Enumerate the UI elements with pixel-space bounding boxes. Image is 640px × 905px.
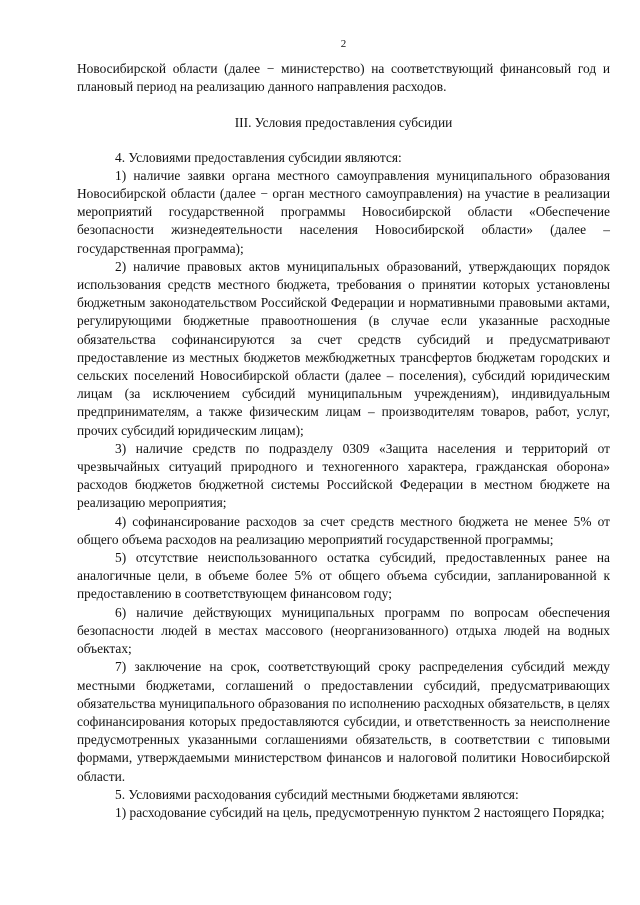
paragraph-continuation: Новосибирской области (далее − министерство) на соответствующий финансовый год и плановый период на реализацию данного направления расходов. [77,61,610,95]
clause-4-item-1: 1) наличие заявки органа местного самоуправления муниципального образования Новосибирской области (далее − орган местного самоуправления) на участие в реализации мероприятий государственной программы Новосибирской области «Обеспечение безопасности жизнедеятельности населения Новосибирской области» (далее – государственная программа); [77,167,610,256]
clause-4-item-7: 7) заключение на срок, соответствующий сроку распределения субсидий между местными бюджетами, соглашений о предоставлении субсидий, предусматривающих обязательства муниципального образования по исполнению расходных обязательств, в целях софинансирования которых предоставляются субсидии, и ответственность за неисполнение предусмотренных указанными соглашениями обязательств, в соответствии с типовыми формами, утверждаемыми министерством финансов и налоговой политики Новосибирской области. [77,659,610,784]
section-heading: III. Условия предоставления субсидии [234,115,453,131]
clause-5-intro: 5. Условиями расходования субсидий местными бюджетами являются: [115,786,519,802]
document-body [77,60,610,822]
clause-4-intro: 4. Условиями предоставления субсидии являются: [115,149,402,165]
clause-4-item-6: 6) наличие действующих муниципальных программ по вопросам обеспечения безопасности людей в местах массового (неорганизованного) отдыха людей на водных объектах; [77,604,610,657]
clause-4-item-2: 2) наличие правовых актов муниципальных образований, утверждающих порядок использования средств местного бюджета, требования о принятии которых установлены бюджетным законодательством Российской Федерации и нормативными правовыми актами, регулирующими бюджетные правоотношения (в случае если указанные расходные обязательства софинансируются за счет средств субсидий и предусматривают предоставление из местных бюджетов межбюджетных трансфертов бюджетам городских и сельских поселений Новосибирской области (далее – поселения), субсидий юридическим лицам (за исключением субсидий муниципальным учреждениям), индивидуальным предпринимателям, а также физическим лицам – производителям товаров, работ, услуг, прочих субсидий юридическим лицам); [77,258,610,438]
clause-4-item-5: 5) отсутствие неиспользованного остатка субсидий, предоставленных ранее на аналогичные цели, в объеме более 5% от общего объема субсидии, запланированной к предоставлению в соответствующем финансовом году; [77,550,610,602]
page-number: 2 [340,38,347,50]
clause-5-item-1: 1) расходование субсидий на цель, предусмотренную пунктом 2 настоящего Порядка; [115,804,605,820]
clause-4-item-3: 3) наличие средств по подразделу 0309 «Защита населения и территорий от чрезвычайных ситуаций природного и техногенного характера, гражданская оборона» расходов бюджетов бюджетной системы Российской Федерации в местном бюджете на реализацию мероприятия; [77,440,610,511]
clause-4-item-4: 4) софинансирование расходов за счет средств местного бюджета не менее 5% от общего объема расходов на реализацию мероприятий государственной программы; [77,513,610,547]
